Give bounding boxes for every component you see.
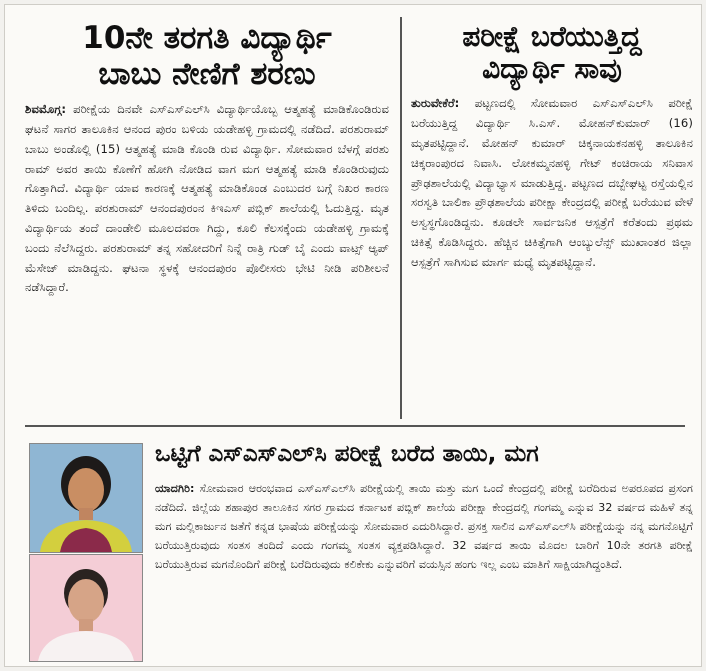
bottom-body-text: ಸೋಮವಾರ ಆರಂಭವಾದ ಎಸ್‌ಎಸ್‌ಎಲ್‌ಸಿ ಪರೀಕ್ಷೆಯಲ್ಲಿ ತಾಯಿ ಮತ್ತು ಮಗ ಒಂದೆ ಕೇಂದ್ರದಲ್ಲಿ ಪರೀಕ್ಷೆ ಬರೆದಿರುವ ಅಪರೂಪದ ಪ್ರಸಂಗ ನಡೆದಿದೆ. ಜಿಲ್ಲೆಯ ಶಹಾಪುರ ತಾಲೂಕಿನ ಸಗರ ಗ್ರಾಮದ ಕರ್ನಾಟಕ ಪಬ್ಲಿಕ್ ಶಾಲೆಯ ಪರೀಕ್ಷಾ ಕೇಂದ್ರದಲ್ಲಿ ಗಂಗಮ್ಮ ಎನ್ನುವ 32 ವರ್ಷದ ಮಹಿಳೆ ತನ್ನ ಮಗ ಮಲ್ಲಿಕಾರ್ಜುನ ಜತೆಗೆ ಕನ್ನಡ ಭಾಷೆಯ ಪರೀಕ್ಷೆಯನ್ನು ಸೋಮವಾರ ಎದುರಿಸಿದ್ದಾರೆ. ಪ್ರಸಕ್ತ ಸಾಲಿನ ಎಸ್‌ಎಸ್‌ಎಲ್‌ಸಿ ಪರೀಕ್ಷೆಯನ್ನು ನನ್ನ ಮಗನೊಟ್ಟಿಗೆ ಬರೆಯುತ್ತಿರುವುದು ಸಂತಸ ತಂದಿದೆ ಎಂದು ಗಂಗಮ್ಮ ಸಂತಸ ವ್ಯಕ್ತಪಡಿಸಿದ್ದಾರೆ. 32 ವರ್ಷದ ತಾಯಿ ಮೊದಲ ಬಾರಿಗೆ 10ನೇ ತರಗತಿ ಪರೀಕ್ಷೆ ಬರೆಯುತ್ತಿರುವ ಮಗನೊಂದಿಗೆ ಪರೀಕ್ಷೆ ಬರೆದಿರುವುದು ಕಲಿಕೇಕು ಎನ್ನುವರಿಗೆ ವಯಸ್ಸಿನ ಹಂಗು ಇಲ್ಲ ಎಂಬ ಮಾತಿಗೆ ಸಾಕ್ಷಿಯಾಗಿದ್ದಂತಿದೆ. [155, 482, 693, 572]
right-headline-line1: ಪರೀಕ್ಷೆ ಬರೆಯುತ್ತಿದ್ದ [462, 20, 642, 53]
newspaper-page [4, 4, 702, 667]
left-article [25, 21, 389, 298]
section-divider [25, 425, 685, 427]
right-dateline: ತುರುವೇಕೆರೆ: [411, 96, 460, 111]
woman-portrait-icon [30, 444, 142, 552]
left-headline-line1: 10ನೇ ತರಗತಿ ವಿದ್ಯಾರ್ಥಿ [82, 20, 332, 56]
bottom-article [155, 441, 693, 574]
left-headline [25, 21, 389, 92]
left-article-body [25, 100, 389, 298]
left-body-text: ಪರೀಕ್ಷೆಯ ದಿನವೇ ಎಸ್‌ಎಸ್‌ಎಲ್‌ಸಿ ವಿದ್ಯಾರ್ಥಿಯೊಬ್ಬ ಆತ್ಮಹತ್ಯೆ ಮಾಡಿಕೊಂಡಿರುವ ಘಟನೆ ಸಾಗರ ತಾಲೂಕಿನ ಆನಂದ ಪುರಂ ಬಳಿಯ ಯಡೇಹಳ್ಳಿ ಗ್ರಾಮದಲ್ಲಿ ನಡೆದಿದೆ. ಪರಶುರಾಮ್ ಬಾಬು ಅಂಡೊಲ್ಲಿ (15) ಆತ್ಮಹತ್ಯೆ ಮಾಡಿ ಕೊಂಡಿ ರುವ ವಿದ್ಯಾರ್ಥಿ. ಸೋಮವಾರ ಬೆಳಗ್ಗೆ ಪರಶು ರಾಮ್ ಅವರ ತಾಯಿ ಕೊಣೆಗೆ ಹೋಗಿ ನೋಡಿದ ವಾಗ ಮಗ ಆತ್ಮಹತ್ಯೆ ಮಾಡಿ ಕೊಂಡಿರುವುದು ಗೊತ್ತಾಗಿದೆ. ವಿದ್ಯಾರ್ಥಿ ಯಾವ ಕಾರಣಕ್ಕೆ ಆತ್ಮಹತ್ಯೆ ಮಾಡಿಕೊಂಡ ಎಂಬುದರ ಬಗ್ಗೆ ನಿಖರ ಕಾರಣ ತಿಳಿದು ಬಂದಿಲ್ಲ. ಪರಶುರಾಮ್ ಆನಂದಪುರಂನ ಕಿಇಎಸ್ ಪಬ್ಲಿಕ್ ಶಾಲೆಯಲ್ಲಿ ಓದುತ್ತಿದ್ದ. ಮೃತ ವಿದ್ಯಾರ್ಥಿಯ ತಂದೆ ದಾಂಡೇಲಿ ಮೂಲದವರಾ ಗಿದ್ದು, ಕೂಲಿ ಕೆಲಸಕ್ಕೆಂದು ಯಡೇಹಳ್ಳಿ ಗ್ರಾಮಕ್ಕೆ ಬಂದು ನೆಲೆಸಿದ್ದರು. ಪರಶುರಾಮ್ ತನ್ನ ಸಹೋದರಿಗೆ ನಿನ್ನೆ ರಾತ್ರಿ ಗುಡ್ ಬೈ ಎಂದು ವಾಟ್ಸ್ ಆ್ಯಪ್ ಮೆಸೇಜ್ ಮಾಡಿದ್ದನು. ಘಟನಾ ಸ್ಥಳಕ್ಕೆ ಆನಂದಪುರಂ ಪೊಲೀಸರು ಭೇಟಿ ನೀಡಿ ಪರಿಶೀಲನೆ ನಡೆಸಿದ್ದಾರೆ. [25, 102, 389, 295]
right-headline-line2: ವಿದ್ಯಾರ್ಥಿ ಸಾವು [482, 52, 622, 86]
son-photo [29, 554, 143, 662]
right-article [411, 21, 693, 273]
right-article-body [411, 94, 693, 272]
man-portrait-icon [30, 555, 142, 661]
bottom-headline: ಒಟ್ಟಿಗೆ ಎಸ್‌ಎಸ್‌ಎಲ್‌ಸಿ ಪರೀಕ್ಷೆ ಬರೆದ ತಾಯಿ, ಮಗ [155, 441, 539, 467]
right-headline [411, 21, 693, 85]
right-body-text: ಪಟ್ಟಣದಲ್ಲಿ ಸೋಮವಾರ ಎಸ್‌ಎಸ್‌ಎಲ್‌ಸಿ ಪರೀಕ್ಷೆ ಬರೆಯುತ್ತಿದ್ದ ವಿದ್ಯಾರ್ಥಿ ಸಿ.ಎಸ್. ಮೋಹನ್‌ಕುಮಾರ್ (16) ಮೃತಪಟ್ಟಿದ್ದಾನೆ. ಮೋಹನ್ ಕುಮಾರ್ ಚಿಕ್ಕನಾಯಕನಹಳ್ಳಿ ತಾಲೂಕಿನ ಚಿಕ್ಕರಾಂಪುರದ ನಿವಾಸಿ. ಲೋಕಮ್ಮನಹಳ್ಳಿ ಗೇಟ್ ಕಂಚಿರಾಯ ಸನಿವಾಸ ಪ್ರೌಢಶಾಲೆಯಲ್ಲಿ ವಿದ್ಯಾಭ್ಯಾಸ ಮಾಡುತ್ತಿದ್ದ. ಪಟ್ಟಣದ ದಬ್ಬೇಘಟ್ಟ ರಸ್ತೆಯಲ್ಲಿನ ಸರಸ್ವತಿ ಬಾಲಿಕಾ ಪ್ರೌಢಶಾಲೆಯ ಪರೀಕ್ಷಾ ಕೇಂದ್ರದಲ್ಲಿ ಪರೀಕ್ಷೆ ಬರೆಯುವ ವೇಳೆ ಅಸ್ವಸ್ಥಗೊಂಡಿದ್ದನು. ಕೂಡಲೇ ಸಾರ್ವಜನಿಕ ಆಸ್ಪತ್ರೆಗೆ ಕರೆತಂದು ಪ್ರಥಮ ಚಿಕಿತ್ಸೆ ಕೊಡಿಸಿದ್ದರು. ಹೆಚ್ಚಿನ ಚಿಕಿತ್ಸೆಗಾಗಿ ಆಂಬ್ಯುಲೆನ್ಸ್ ಮುಖಾಂತರ ಜಿಲ್ಲಾ ಆಸ್ಪತ್ರೆಗೆ ಸಾಗಿಸುವ ಮಾರ್ಗ ಮಧ್ಯೆ ಮೃತಪಟ್ಟಿದ್ದಾನೆ. [411, 96, 693, 269]
column-divider [400, 17, 402, 419]
bottom-article-body [155, 479, 693, 574]
mother-photo [29, 443, 143, 553]
left-headline-line2: ಬಾಬು ನೇಣಿಗೆ ಶರಣು [98, 55, 316, 92]
bottom-dateline: ಯಾದಗಿರಿ: [155, 482, 195, 496]
left-dateline: ಶಿವಮೊಗ್ಗ: [25, 102, 67, 117]
